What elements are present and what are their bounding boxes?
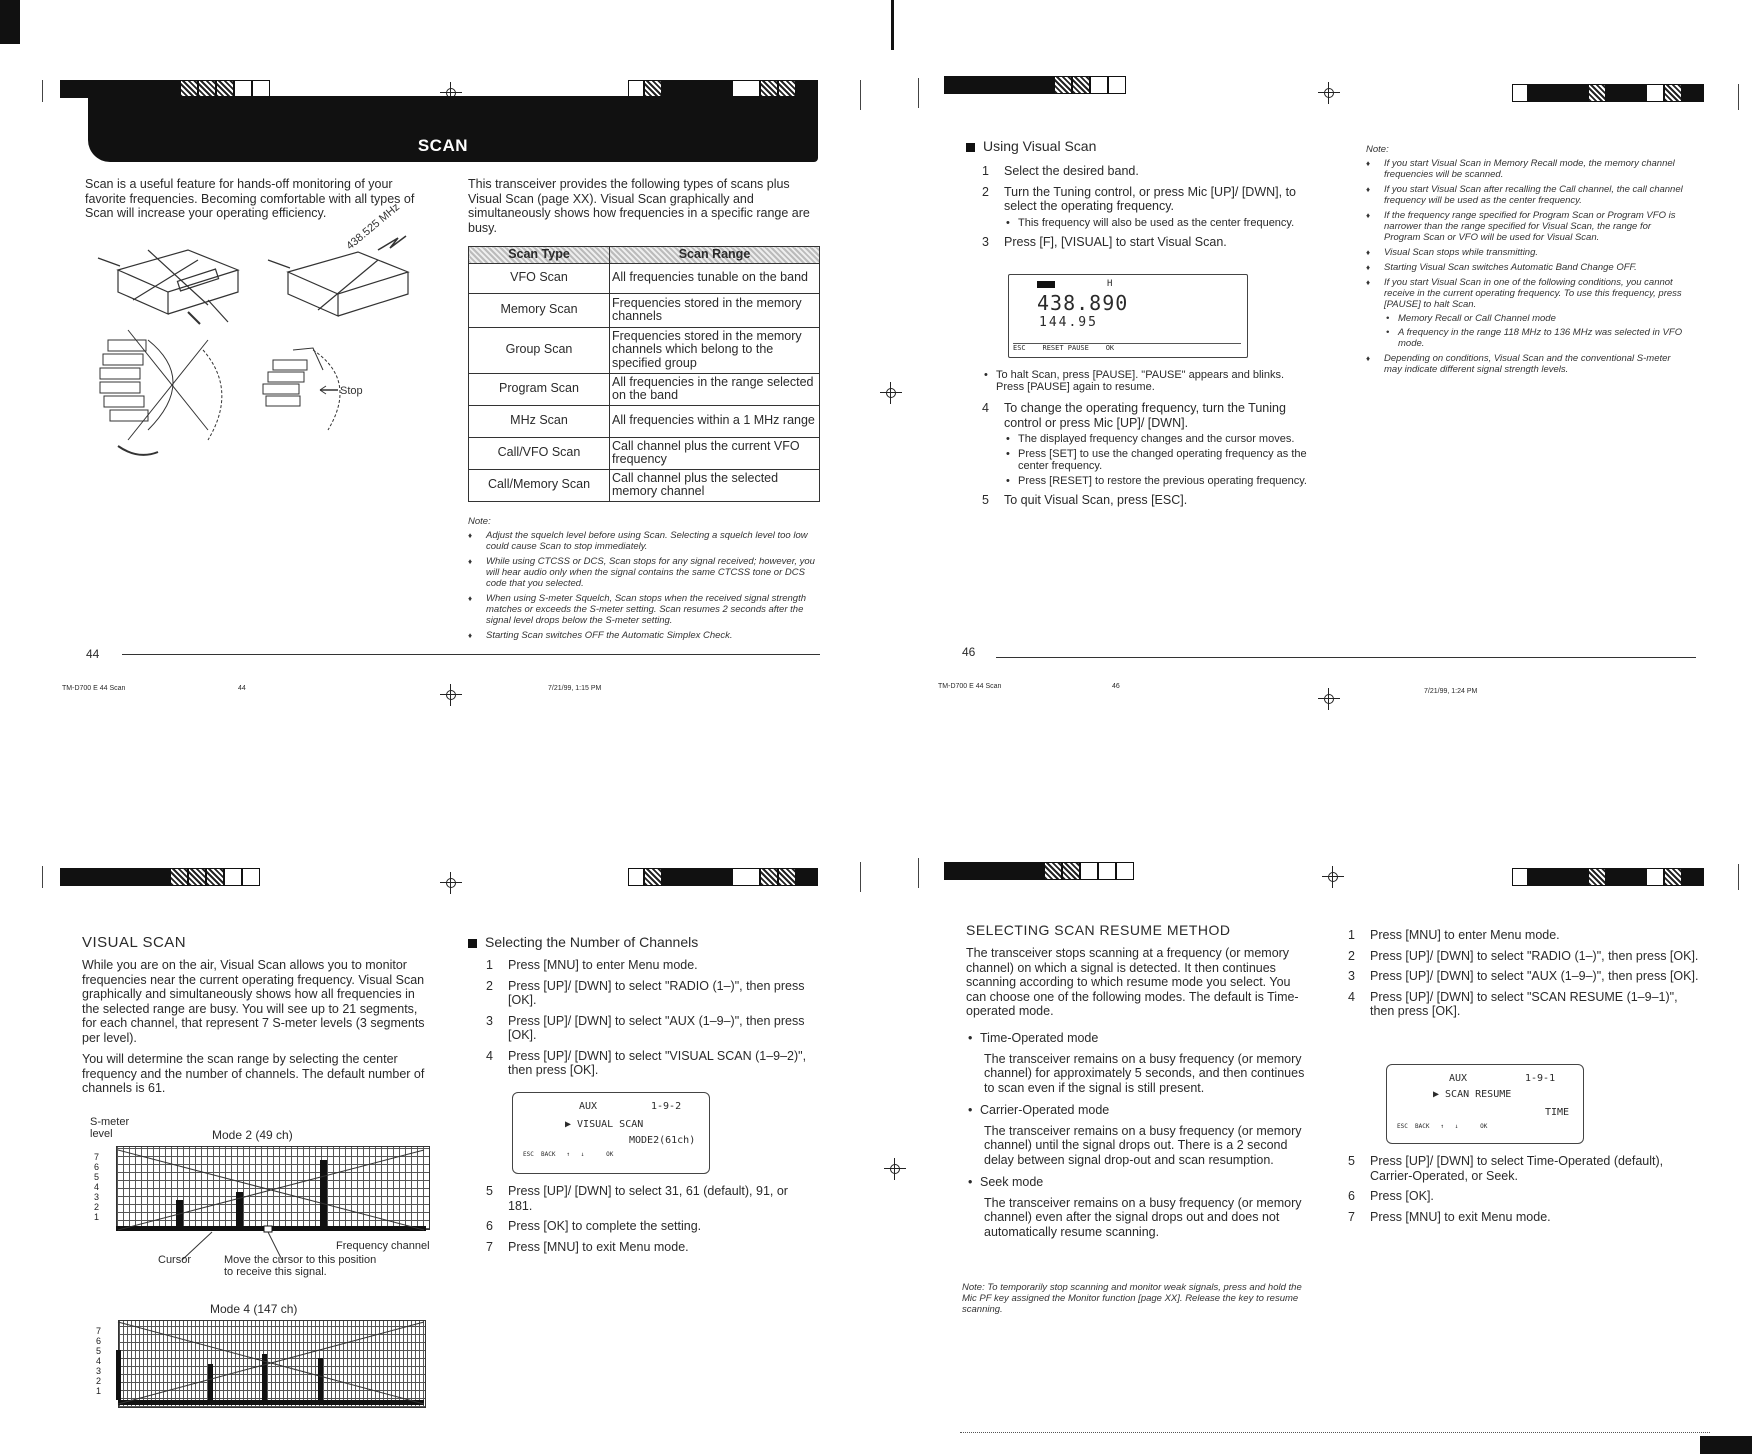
mode-block (966, 1175, 1306, 1239)
table-cell: MHz Scan (469, 405, 610, 437)
mode-block (966, 1103, 1306, 1167)
table-cell: Call/Memory Scan (469, 469, 610, 501)
note-item (1366, 277, 1688, 349)
table-cell: All frequencies tunable on the band (610, 263, 820, 293)
step-number: 4 (982, 401, 989, 415)
crosshair-mark (884, 1158, 906, 1180)
crosshair-mark (440, 684, 462, 706)
resume-steps (1348, 928, 1700, 1025)
mode-title: • Carrier-Operated mode (966, 1103, 1306, 1118)
print-slug: 7/21/99, 1:24 PM (1424, 688, 1478, 695)
step-text: Press [OK]. (1370, 1189, 1434, 1203)
visual-scan-steps (982, 164, 1312, 249)
smeter-label: S-meter level (90, 1116, 130, 1140)
table-cell: All frequencies within a 1 MHz range (610, 405, 820, 437)
table-cell: Call/VFO Scan (469, 437, 610, 469)
step-item (1348, 1189, 1700, 1204)
signal-bar (320, 1160, 327, 1228)
step-text: Press [MNU] to exit Menu mode. (508, 1239, 689, 1254)
scan-resume-lcd (1386, 1064, 1584, 1144)
square-bullet-icon (966, 143, 975, 152)
step-item (982, 493, 1312, 508)
table-cell: All frequencies in the range selected on the band (610, 373, 820, 405)
section-heading-text: Using Visual Scan (983, 138, 1097, 154)
lcd-menu-name: AUX (579, 1101, 598, 1112)
section-heading (468, 934, 698, 950)
step-number: 3 (486, 1013, 493, 1028)
step-text: Press [UP]/ [DWN] to select Time-Operated (default), Carrier-Operated, or Seek. (1370, 1154, 1664, 1183)
step-subnote: • The displayed frequency changes and the cursor moves. (1004, 433, 1312, 445)
table-cell: Frequencies stored in the memory channels (610, 293, 820, 327)
resume-steps-cont (1348, 1154, 1700, 1230)
visual-scan-para: While you are on the air, Visual Scan allows you to monitor frequencies near the current operating frequency. Visual Scan graphically and simultaneously shows how all frequencies in the selected range are busy. You will see up to 21 segments, for each channel, that represent 7 S-meter levels (3 segments per level). (82, 958, 425, 1045)
frequency-label: 438.525 MHz (344, 201, 403, 253)
level-tick: 7 (96, 1326, 102, 1336)
crosshair-mark (1318, 688, 1340, 710)
step-number: 5 (1348, 1154, 1355, 1168)
channels-steps (486, 958, 808, 1084)
crop-line (1738, 864, 1739, 890)
mode-title: • Seek mode (966, 1175, 1306, 1190)
step-number: 6 (486, 1219, 493, 1233)
step-item (486, 1184, 808, 1213)
table-cell: Call channel plus the selected memory channel (610, 469, 820, 501)
step-text: Turn the Tuning control, or press Mic [UP]/ [DWN], to select the operating frequency. (1004, 184, 1296, 213)
radio-unit-drawing (268, 236, 408, 316)
lcd-menu-number: 1-9-2 (651, 1101, 682, 1112)
step-number: 2 (486, 978, 493, 993)
step-text: Press [MNU] to enter Menu mode. (1370, 928, 1560, 942)
crop-line (42, 80, 43, 102)
page-number: 46 (962, 645, 976, 659)
signal-bar (208, 1364, 213, 1400)
mode4-label: Mode 4 (147 ch) (210, 1302, 298, 1316)
note-subitem: • Memory Recall or Call Channel mode (1384, 313, 1688, 324)
mode-text: The transceiver remains on a busy frequency (or memory channel) until the signal drops out. There is a 2 second delay between signal drop-out and scan resumption. (984, 1123, 1302, 1167)
table-cell: Program Scan (469, 373, 610, 405)
registration-bar (628, 868, 818, 886)
print-slug: 46 (1112, 683, 1120, 690)
page-rule (996, 657, 1696, 658)
step-number: 1 (1348, 928, 1355, 942)
step-text: Press [UP]/ [DWN] to select 31, 61 (default), 91, or 181. (508, 1184, 788, 1213)
step-number: 5 (486, 1184, 493, 1198)
step-number: 4 (1348, 989, 1355, 1004)
step-number: 2 (1348, 948, 1355, 963)
lcd-frequency: 438.890 (1037, 291, 1129, 315)
step-text: Press [UP]/ [DWN] to select "RADIO (1–)", then press [OK]. (1370, 948, 1699, 963)
stop-label: Stop (340, 385, 363, 397)
table-row (469, 327, 820, 373)
crop-line (891, 0, 894, 50)
mode4-overlay (92, 1314, 438, 1414)
mode-block (966, 1031, 1306, 1095)
step-text: Press [OK] to complete the setting. (508, 1219, 702, 1233)
level-scale (94, 1152, 99, 1222)
lcd-menu-value: MODE2(61ch) (629, 1135, 696, 1146)
step-number: 4 (486, 1048, 493, 1063)
lcd-softkeys: ESC BACK ↑ ↓ OK (523, 1151, 614, 1158)
lcd-menu-item: ▶ VISUAL SCAN (565, 1119, 644, 1130)
crop-line (918, 858, 919, 888)
channel-stop-drawing (263, 348, 340, 430)
note-item: ♦ Depending on conditions, Visual Scan and the conventional S-meter may indicate different signal strength levels. (1366, 353, 1688, 375)
section-heading (966, 138, 1096, 154)
step-text: Press [UP]/ [DWN] to select "AUX (1–9–)", then press [OK]. (508, 1013, 805, 1042)
corner-mark (1700, 1436, 1752, 1454)
step-item (486, 1240, 808, 1255)
step-text: Press [UP]/ [DWN] to select "RADIO (1–)", then press [OK]. (508, 978, 805, 1007)
step-item (486, 958, 808, 973)
column-header: Scan Type (469, 247, 610, 264)
step-item (486, 1219, 808, 1234)
step-number: 1 (486, 958, 493, 972)
note-item: ♦ Starting Scan switches OFF the Automatic Simplex Check. (468, 630, 820, 641)
table-cell: Memory Scan (469, 293, 610, 327)
print-slug: 7/21/99, 1:15 PM (548, 685, 602, 692)
note-subitem: • A frequency in the range 118 MHz to 136 MHz was selected in VFO mode. (1384, 327, 1688, 349)
print-slug: 44 (238, 685, 246, 692)
scan-title-banner (88, 96, 818, 162)
level-tick: 1 (96, 1386, 102, 1396)
corner-mark (0, 0, 20, 44)
channel-wheel-drawing (100, 312, 222, 455)
step-number: 1 (982, 164, 989, 178)
cursor-desc: Move the cursor to this position to receive this signal. (224, 1254, 377, 1278)
level-tick: 7 (94, 1152, 100, 1162)
crop-line (42, 866, 43, 888)
level-scale (96, 1326, 101, 1396)
baseline-bar (118, 1400, 424, 1405)
step-item (982, 401, 1312, 487)
step-number: 7 (1348, 1209, 1355, 1224)
step-number: 5 (982, 493, 989, 507)
lcd-mark: H (1107, 279, 1113, 289)
lcd-softkeys: ESC RESET PAUSE OK (1013, 343, 1241, 352)
frequency-channel-label: Frequency channel (336, 1240, 430, 1252)
note-item: ♦ When using S-meter Squelch, Scan stops when the received signal strength matches or exceeds the S-meter setting. Scan resumes 2 seconds after the signal level drops below the S-meter setting. (468, 593, 820, 626)
resume-note: Note: To temporarily stop scanning and monitor weak signals, press and hold the Mic PF key assigned the Monitor function [page XX]. Release the key to resume scanning. (962, 1282, 1302, 1315)
square-bullet-icon (468, 939, 477, 948)
level-tick: 5 (96, 1346, 102, 1356)
scan-types-intro: This transceiver provides the following types of scans plus Visual Scan (page XX). Visual Scan graphically and simultaneously shows how frequencies in a specific range are busy. (468, 177, 810, 235)
step-text: Press [UP]/ [DWN] to select "VISUAL SCAN (1–9–2)", then press [OK]. (508, 1048, 807, 1077)
resume-modes (966, 1028, 1306, 1247)
note-list (468, 530, 820, 645)
step-subnote: • Press [RESET] to restore the previous operating frequency. (1004, 475, 1312, 487)
step-text: Press [MNU] to enter Menu mode. (508, 958, 698, 972)
visual-scan-steps-cont (982, 366, 1312, 514)
section-heading-text: Selecting the Number of Channels (485, 934, 699, 950)
note-item: ♦ Adjust the squelch level before using Scan. Selecting a squelch level too low could cause Scan to stop immediately. (468, 530, 820, 552)
table-row (469, 263, 820, 293)
step-number: 3 (1348, 969, 1355, 983)
step-text: Select the desired band. (1004, 164, 1139, 178)
table-cell: Frequencies stored in the memory channels which belong to the specified group (610, 327, 820, 373)
step-item (486, 979, 808, 1008)
level-tick: 4 (96, 1356, 102, 1366)
crop-line (860, 80, 861, 110)
step-text: To quit Visual Scan, press [ESC]. (1004, 493, 1188, 507)
lcd-icon (1037, 281, 1055, 288)
step-item (1348, 1154, 1700, 1183)
step-item (486, 1014, 808, 1043)
level-tick: 2 (96, 1376, 102, 1386)
lcd-softkeys: ESC BACK ↑ ↓ OK (1397, 1123, 1488, 1130)
note-item: ♦ Starting Visual Scan switches Automatic Band Change OFF. (1366, 262, 1688, 273)
visual-scan-menu-lcd (512, 1092, 710, 1174)
step-item (1348, 990, 1700, 1019)
step-item (486, 1049, 808, 1078)
level-tick: 6 (96, 1336, 102, 1346)
resume-intro: The transceiver stops scanning at a frequency (or memory channel) on which a signal is detected. It then continues scanning according to which resume mode you select. You can choose one of the following modes. The default is Time-operated mode. (966, 946, 1299, 1018)
table-row (469, 437, 820, 469)
registration-bar (1512, 84, 1704, 102)
crosshair-mark (880, 382, 902, 404)
step-item (1348, 949, 1700, 964)
page-rule (122, 654, 820, 655)
step-item (982, 164, 1312, 179)
note-item: ♦ Visual Scan stops while transmitting. (1366, 247, 1688, 258)
step-item (1348, 928, 1700, 943)
level-tick: 2 (94, 1202, 100, 1212)
step-subnote: • To halt Scan, press [PAUSE]. "PAUSE" appears and blinks. Press [PAUSE] again to resume. (982, 369, 1312, 393)
level-tick: 5 (94, 1172, 100, 1182)
crosshair-mark (1322, 866, 1344, 888)
cursor-label: Cursor (158, 1254, 192, 1266)
bottom-scan-edge (960, 1432, 1710, 1434)
crop-line (860, 862, 861, 892)
step-item (982, 235, 1312, 250)
visual-scan-para: You will determine the scan range by selecting the center frequency and the number of channels. The default number of channels is 61. (82, 1052, 425, 1095)
step-text: Press [MNU] to exit Menu mode. (1370, 1209, 1551, 1224)
level-tick: 1 (94, 1212, 100, 1222)
note-label: Note: (468, 516, 491, 527)
mode-text: The transceiver remains on a busy frequency (or memory channel) even after the signal drops out and does not automatically resume scanning. (984, 1195, 1302, 1239)
step-text: Press [UP]/ [DWN] to select "SCAN RESUME (1–9–1)", then press [OK]. (1370, 989, 1678, 1018)
lcd-menu-value: TIME (1545, 1107, 1570, 1118)
mode2-label: Mode 2 (49 ch) (212, 1128, 293, 1142)
table-row (469, 373, 820, 405)
crop-line (918, 78, 919, 108)
page-title: SCAN (417, 136, 468, 155)
step-item (982, 185, 1312, 229)
lcd-menu-number: 1-9-1 (1525, 1073, 1556, 1084)
note-item: ♦ If the frequency range specified for Program Scan or Program VFO is narrower than the range specified for Visual Scan, the range for Program Scan or VFO will be used for Visual Scan. (1366, 210, 1688, 243)
note-item: ♦ If you start Visual Scan after recalling the Call channel, the call channel frequency will be used as the center frequency. (1366, 184, 1688, 206)
level-tick: 3 (94, 1192, 100, 1202)
section-heading: SELECTING SCAN RESUME METHOD (966, 922, 1231, 938)
table-cell: VFO Scan (469, 263, 610, 293)
mode2-overlay (92, 1140, 438, 1240)
scan-intro: Scan is a useful feature for hands-off monitoring of your favorite frequencies. Becoming comfortable with all types of Scan will increase your operating efficiency. (85, 177, 415, 220)
note-item: ♦ While using CTCSS or DCS, Scan stops for any signal received; however, you will hear audio only when the signal contains the same CTCSS tone or DCS code that you selected. (468, 556, 820, 589)
step-number: 7 (486, 1239, 493, 1254)
print-slug: TM-D700 E 44 Scan (62, 685, 126, 692)
table-row (469, 405, 820, 437)
step-item (1348, 969, 1700, 984)
mode-title: • Time-Operated mode (966, 1031, 1306, 1046)
note-list (1366, 158, 1688, 379)
step-number: 2 (982, 184, 989, 199)
signal-bar (116, 1350, 121, 1400)
scan-types-table (468, 246, 820, 502)
step-text: Press [UP]/ [DWN] to select "AUX (1–9–)", then press [OK]. (1370, 969, 1699, 983)
step-subnote: • Press [SET] to use the changed operating frequency as the center frequency. (1004, 448, 1312, 472)
lcd-sub-frequency: 144.95 (1039, 315, 1098, 330)
cursor-marker (264, 1226, 272, 1232)
table-cell: Group Scan (469, 327, 610, 373)
registration-bar (944, 862, 1134, 880)
note-label: Note: (1366, 144, 1389, 155)
step-subnote: • This frequency will also be used as the center frequency. (1004, 217, 1312, 229)
lcd-menu-name: AUX (1449, 1073, 1468, 1084)
registration-bar (60, 868, 260, 886)
signal-bar (318, 1358, 323, 1400)
section-heading: VISUAL SCAN (82, 934, 187, 951)
column-header: Scan Range (610, 247, 820, 264)
table-row (469, 293, 820, 327)
radio-illustrations (88, 201, 428, 460)
table-cell: Call channel plus the current VFO frequency (610, 437, 820, 469)
note-text: If you start Visual Scan in one of the following conditions, you cannot receive in the current operating frequency. To use this frequency, press [PAUSE] to halt Scan. (1384, 277, 1682, 310)
step-number: 6 (1348, 1189, 1355, 1203)
channels-steps-cont (486, 1184, 808, 1260)
page-number: 44 (86, 647, 100, 661)
print-slug: TM-D700 E 44 Scan (938, 683, 1002, 690)
level-tick: 4 (94, 1182, 100, 1192)
level-tick: 6 (94, 1162, 100, 1172)
crop-line (1738, 84, 1739, 110)
step-text: Press [F], [VISUAL] to start Visual Scan. (1004, 234, 1227, 249)
step-item (1348, 1210, 1700, 1225)
lcd-menu-item: ▶ SCAN RESUME (1433, 1089, 1512, 1100)
mode-text: The transceiver remains on a busy frequency (or memory channel) for approximately 5 seconds, and then continues to scan even if the signal is still present. (984, 1051, 1305, 1095)
crosshair-mark (1318, 82, 1340, 104)
table-row (469, 469, 820, 501)
registration-bar (1512, 868, 1704, 886)
table-header-row (469, 247, 820, 264)
step-text: To change the operating frequency, turn the Tuning control or press Mic [UP]/ [DWN]. (1004, 401, 1286, 430)
step-number: 3 (982, 234, 989, 249)
level-tick: 3 (96, 1366, 102, 1376)
radio-unit-drawing (98, 250, 238, 322)
registration-bar (944, 76, 1126, 94)
crosshair-mark (440, 872, 462, 894)
visual-scan-lcd (1008, 274, 1248, 358)
note-item: ♦ If you start Visual Scan in Memory Recall mode, the memory channel frequencies will be scanned. (1366, 158, 1688, 180)
